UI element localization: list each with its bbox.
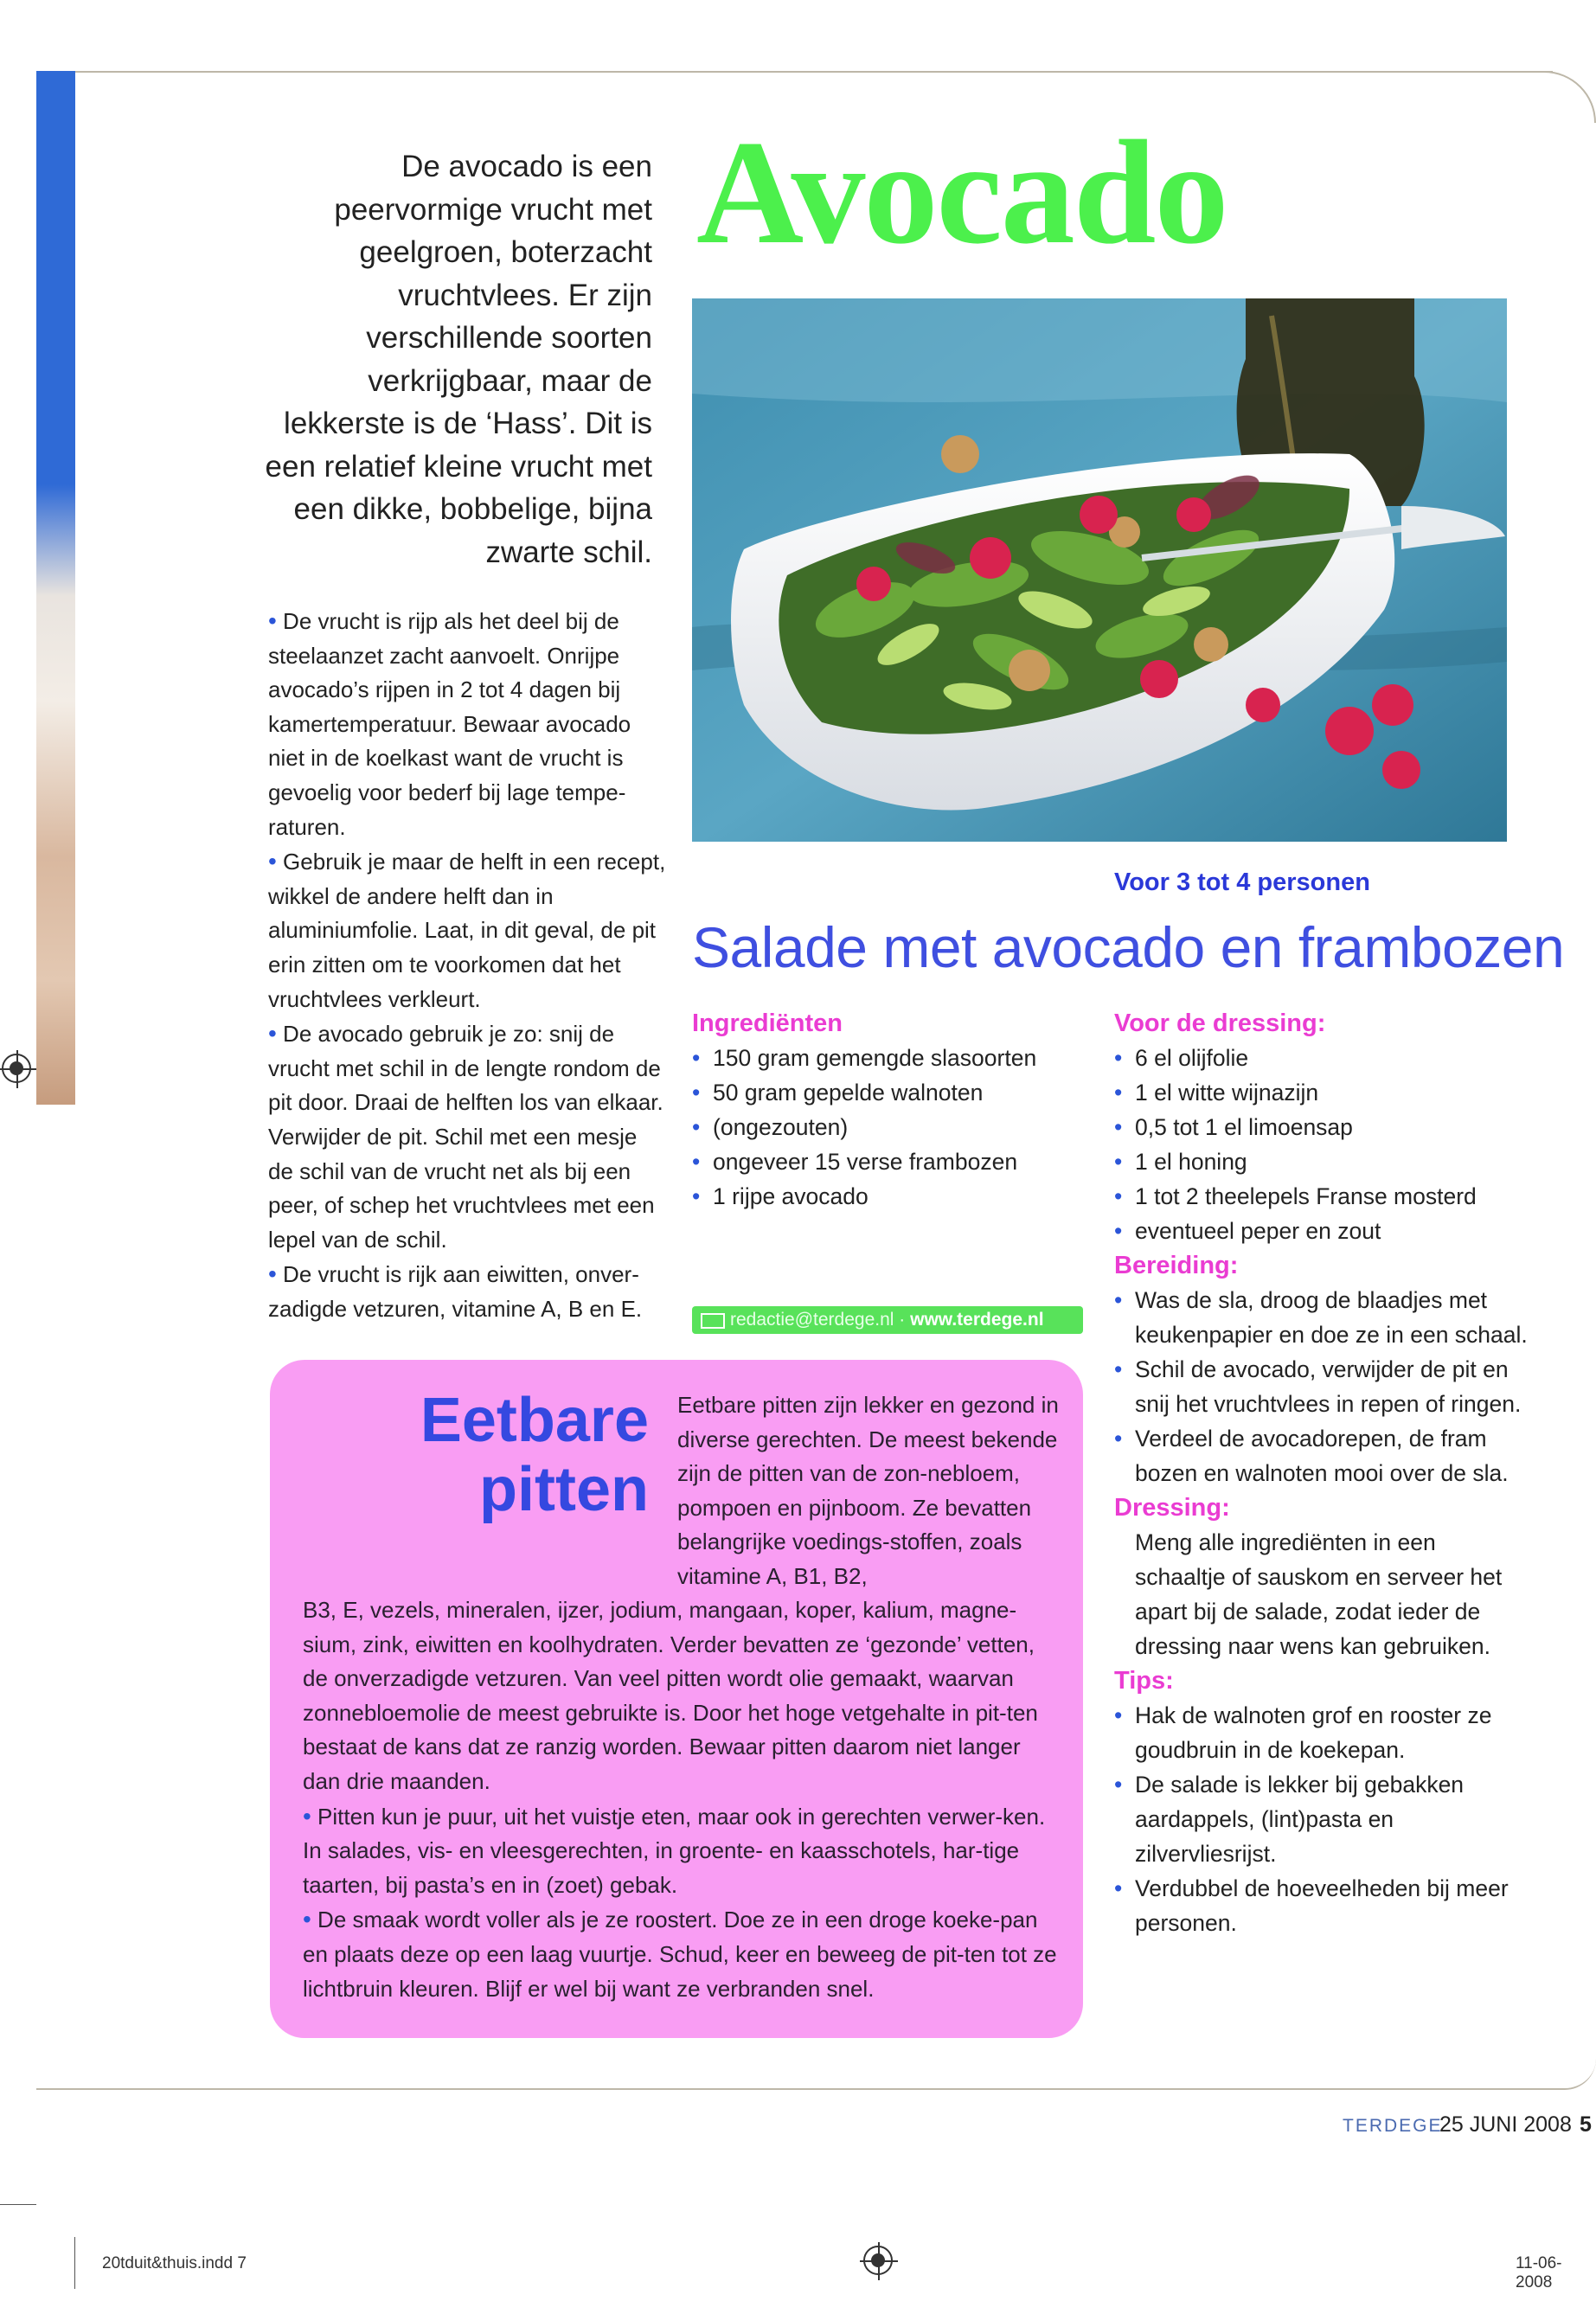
bullet-icon: • xyxy=(268,848,277,875)
tip-item: • De vrucht is rijp als het deel bij de steelaanzet zacht aanvoelt. Onrijpe avocado’s rijpen in 2 tot 4 dagen bij kamertemperatuur. Bewaar avocado niet in de koelkast want de vrucht is gevoelig voor bederf bij lage tempe-raturen. xyxy=(268,607,631,840)
bullet-icon: • xyxy=(692,1149,701,1175)
dressing-instructions xyxy=(1114,1525,1529,1663)
side-photo-fragment xyxy=(36,484,75,1105)
frame-corner-bottom xyxy=(1522,2059,1596,2090)
avocado-tips xyxy=(268,604,666,1326)
tips-heading: Tips: xyxy=(1114,1667,1174,1695)
serving-size: Voor 3 tot 4 personen xyxy=(1114,868,1370,896)
list-item: • 1 rijpe avocado xyxy=(692,1179,1081,1214)
tip-item: • Gebruik je maar de helft in een recept, wikkel de andere helft dan in aluminiumfolie. Laat, in dit geval, de pit erin zitten om te voorkomen dat het vruchtvlees verkleurt. xyxy=(268,848,666,1012)
publication-name: TERDEGE xyxy=(1343,2116,1443,2136)
list-item: • 150 gram gemengde slasoorten xyxy=(692,1041,1081,1075)
dressing-list xyxy=(1114,1041,1529,1248)
intro-text: De avocado is een peervormige vrucht met geelgroen, boterzacht vruchtvlees. Er zijn verschillende soorten verkrijgbaar, maar de lekkerste is de ‘Hass’. Dit is een relatief kleine vrucht met een dikke, bobbelige, bijna zwarte schil. xyxy=(265,150,652,569)
bullet-icon: • xyxy=(1114,1080,1123,1106)
bullet-icon: • xyxy=(692,1045,701,1071)
slug-filename: 20tduit&thuis.indd 7 xyxy=(102,2254,247,2272)
recipe-title: Salade met avocado en frambozen xyxy=(692,915,1565,979)
tips-list xyxy=(1114,1698,1529,1940)
list-item: • 6 el olijfolie xyxy=(1114,1041,1529,1075)
list-item: • 1 el honing xyxy=(1114,1144,1529,1179)
list-item: • eventueel peper en zout xyxy=(1114,1214,1529,1248)
bullet-icon: • xyxy=(268,1260,277,1288)
email-link[interactable]: redactie@terdege.nl xyxy=(730,1310,894,1330)
slug-divider xyxy=(0,2204,36,2205)
list-item: • Schil de avocado, verwijder de pit en snij het vruchtvlees in repen of ringen. xyxy=(1114,1352,1529,1421)
bullet-icon: • xyxy=(268,607,277,634)
list-item: • Hak de walnoten grof en rooster ze goudbruin in de koekepan. xyxy=(1114,1698,1529,1767)
bullet-icon: • xyxy=(1114,1426,1123,1452)
bullet-icon: • xyxy=(1114,1114,1123,1140)
contact-bar: redactie@terdege.nl · www.terdege.nl xyxy=(692,1306,1083,1334)
bullet-icon: • xyxy=(692,1183,701,1209)
bullet-icon: • xyxy=(303,1802,311,1830)
list-item: • 1 el witte wijnazijn xyxy=(1114,1075,1529,1110)
registration-mark-icon xyxy=(863,2246,893,2275)
list-item: • 0,5 tot 1 el limoensap xyxy=(1114,1110,1529,1144)
slug-divider xyxy=(74,2237,75,2289)
bullet-icon: • xyxy=(692,1080,701,1106)
list-item: • 1 tot 2 theelepels Franse mosterd xyxy=(1114,1179,1529,1214)
dressing-section xyxy=(1114,1006,1529,1940)
box-body: B3, E, vezels, mineralen, ijzer, jodium, mangaan, koper, kalium, magne-sium, zink, eiwitten en koolhydraten. Verder bevatten ze ‘gezonde’ vetten, de onverzadigde vetzuren. Van veel pitten wordt olie gemaakt, waarvan zonnebloemolie de meest gebruikte is. Door het hoge vetgehalte in pit-ten bestaat de kans dat ze ranzig worden. Bewaar pitten daarom niet langer dan drie maanden. • Pitten kun je puur, uit het vuistje eten, maar ook in gerechten verwer-ken. In salades, vis- en vleesgerechten, in groente- en kaasschotels, har-tige taarten, bij pasta’s en in (zoet) gebak. • De smaak wordt voller als je ze roostert. Doe ze in een droge koeke-pan en plaats deze op een laag vuurtje. Schud, keer en beweeg de pit-ten tot ze lichtbruin kleuren. Blijf er wel bij want ze verbranden snel. xyxy=(303,1597,1057,2002)
bullet-icon: • xyxy=(1114,1287,1123,1313)
list-item: • Verdubbel de hoeveelheden bij meer personen. xyxy=(1114,1871,1529,1940)
bullet-icon: • xyxy=(268,1020,277,1048)
bullet-icon: • xyxy=(1114,1045,1123,1071)
bullet-icon: • xyxy=(1114,1772,1123,1798)
list-item: Meng alle ingrediënten in een schaaltje of sauskom en serveer het apart bij de salade, zodat ieder de dressing naar wens kan gebruiken. xyxy=(1135,1529,1503,1659)
bullet-icon: • xyxy=(1114,1218,1123,1244)
bullet-icon: • xyxy=(692,1114,701,1140)
ingredients-section xyxy=(692,1006,1081,1214)
dressing-instructions-heading: Dressing: xyxy=(1114,1494,1230,1522)
frame-line-top xyxy=(75,71,1553,73)
frame-line-bottom xyxy=(36,2088,1559,2090)
list-item: • (ongezouten) xyxy=(692,1110,1081,1144)
issue-date: 25 JUNI 2008 xyxy=(1439,2112,1572,2137)
registration-mark-icon xyxy=(2,1054,31,1083)
bullet-icon: • xyxy=(1114,1149,1123,1175)
list-item: • 50 gram gepelde walnoten xyxy=(692,1075,1081,1110)
tip-item: • De avocado gebruik je zo: snij de vrucht met schil in de lengte rondom de pit door. Draai de helften los van elkaar. Verwijder de pit. Schil met een mesje de schil van de vrucht net als bij een peer, of schep het vruchtvlees met een lepel van de schil. xyxy=(268,1020,663,1253)
ingredients-heading: Ingrediënten xyxy=(692,1009,843,1037)
salad-photo xyxy=(692,298,1507,842)
list-item: • ongeveer 15 verse frambozen xyxy=(692,1144,1081,1179)
list-item: • De salade is lekker bij gebakken aardappels, (lint)pasta en zilvervliesrijst. xyxy=(1114,1767,1529,1871)
frame-corner-top xyxy=(1505,71,1596,123)
box-intro: Eetbare pitten zijn lekker en gezond in diverse gerechten. De meest bekende zijn de pitten van de zon-nebloem, pompoen en pijnboom. Ze bevatten belangrijke voedings-stoffen, zoals vitamine A, B1, B2, xyxy=(677,1392,1059,1589)
bullet-icon: • xyxy=(303,1906,311,1933)
bullet-icon: • xyxy=(1114,1875,1123,1901)
bullet-icon: • xyxy=(1114,1183,1123,1209)
box-title: Eetbare pitten xyxy=(420,1386,649,1524)
bullet-icon: • xyxy=(1114,1702,1123,1728)
page-title: Avocado xyxy=(696,111,1227,275)
list-item: • Was de sla, droog de blaadjes met keukenpapier en doe ze in een schaal. xyxy=(1114,1283,1529,1352)
website-link[interactable]: www.terdege.nl xyxy=(910,1310,1044,1330)
bullet-icon: • xyxy=(1114,1356,1123,1382)
preparation-list xyxy=(1114,1283,1529,1490)
dressing-heading: Voor de dressing: xyxy=(1114,1009,1326,1037)
envelope-icon xyxy=(701,1313,725,1329)
slug-date: 11-06-2008 xyxy=(1516,2254,1562,2291)
tip-item: • De vrucht is rijk aan eiwitten, onver-zadigde vetzuren, vitamine A, B en E. xyxy=(268,1260,643,1322)
page-number: 5 xyxy=(1580,2112,1592,2137)
ingredients-list xyxy=(692,1041,1081,1214)
list-item: • Verdeel de avocadorepen, de fram bozen en walnoten mooi over de sla. xyxy=(1114,1421,1529,1490)
preparation-heading: Bereiding: xyxy=(1114,1252,1239,1279)
